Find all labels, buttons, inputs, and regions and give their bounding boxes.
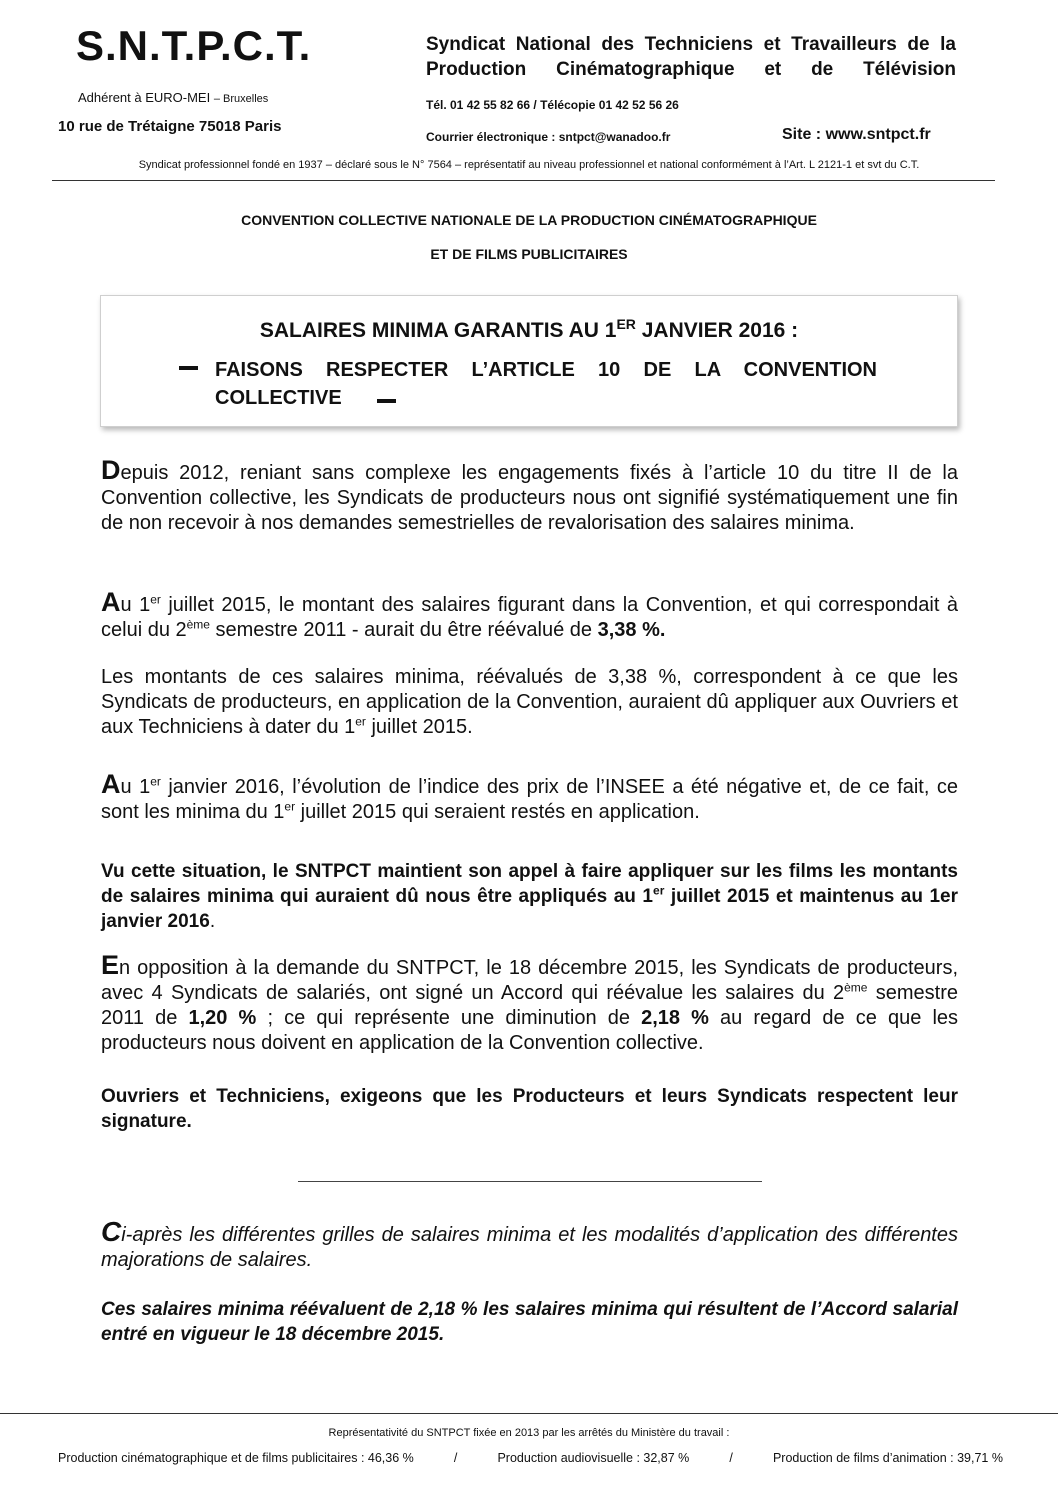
bold-value: 3,38 %. (597, 619, 666, 641)
drop-letter: D (101, 455, 121, 485)
header-divider (52, 180, 995, 181)
document-title-line-2: ET DE FILMS PUBLICITAIRES (430, 246, 628, 262)
paragraph-text: juillet 2015 et maintenus au 1er janvier 2016 (101, 886, 959, 932)
paragraph-7-call: Ouvriers et Techniciens, exigeons que les Producteurs et leurs Syndicats respectent leur signature. (101, 1086, 958, 1132)
superscript: ème (844, 980, 868, 995)
headline-superscript: ER (616, 316, 636, 332)
affiliation-text: Adhérent à EURO-MEI (78, 90, 211, 105)
footer-separator: / (453, 1451, 458, 1465)
drop-letter: A (101, 769, 121, 799)
subheadline-line-1: FAISONS RESPECTER L’ARTICLE 10 DE LA CONVENTION (215, 359, 877, 381)
superscript: er (355, 714, 366, 729)
paragraph-text: n opposition à la demande du SNTPCT, le 18 décembre 2015, les Syndicats de producteurs, avec 4 Syndicats de salariés, ont signé un Accord qui réévalue les salaires du 2 (101, 957, 958, 1004)
superscript: er (150, 592, 161, 607)
paragraph-3 (101, 665, 958, 740)
organization-phone: Tél. 01 42 55 82 66 / Télécopie 01 42 52 56 26 (426, 98, 679, 112)
paragraph-text: Vu cette situation, le SNTPCT maintient son appel à faire appliquer sur les films les montants de salaires minima qui auraient dû nous être appliqués au 1 (101, 861, 958, 907)
headline-text-b: JANVIER 2016 : (635, 319, 799, 342)
footer-representativity: Représentativité du SNTPCT fixée en 2013 par les arrêtés du Ministère du travail : (328, 1427, 730, 1439)
drop-letter: C (101, 1216, 122, 1247)
drop-letter: A (101, 587, 121, 617)
dash-mark-left (179, 366, 198, 370)
paragraph-1 (101, 455, 958, 536)
superscript: ème (186, 617, 210, 632)
paragraph-text: semestre 2011 de (101, 982, 958, 1029)
paragraph-text: i-après les différentes grilles de salaires minima et les modalités d’application des différentes majorations de salaires. (101, 1224, 958, 1271)
footer-separator: / (729, 1451, 733, 1465)
paragraph-text: semestre 2011 - aurait du être réévalué de (209, 619, 598, 641)
subheadline-line-2: COLLECTIVE (215, 387, 342, 409)
paragraph-text: . (209, 911, 216, 932)
paragraph-9: Ces salaires minima réévaluent de 2,18 % les salaires minima qui résultent de l’Accord salarial entré en vigueur le 18 décembre 2015. (101, 1299, 958, 1345)
paragraph-text: u 1 (120, 594, 151, 616)
affiliation-city: – Bruxelles (213, 93, 269, 105)
document-title-line-1: CONVENTION COLLECTIVE NATIONALE DE LA PRODUCTION CINÉMATOGRAPHIQUE (241, 212, 817, 228)
paragraph-text: juillet 2015. (365, 716, 473, 738)
footer-item-animation: Production de films d’animation : 39,71 % (772, 1451, 1003, 1465)
paragraph-text: ; ce qui représente une diminution de (256, 1007, 642, 1029)
superscript: er (653, 883, 665, 898)
organization-full-name: Syndicat National des Techniciens et Travailleurs de la Production Cinématographique et de Télévision (426, 34, 956, 80)
paragraph-6 (101, 950, 959, 1056)
bold-value: 1,20 % (188, 1007, 257, 1029)
organization-legal-notice: Syndicat professionnel fondé en 1937 – déclaré sous le N° 7564 – représentatif au niveau professionnel et national conformément à l’Art. L 2121-1 et svt du C.T. (138, 159, 920, 171)
paragraph-text: epuis 2012, reniant sans complexe les engagements fixés à l’article 10 du titre II de la Convention collective, les Syndicats de producteurs nous ont signifié systématiquement une fin de non recevoir à nos demandes semestrielles de revalorisation des salaires minima. (101, 462, 958, 534)
footer-item-cinema: Production cinématographique et de films publicitaires : 46,36 % (58, 1451, 414, 1465)
footer-figures (58, 1451, 1003, 1465)
bold-value: 2,18 % (641, 1007, 709, 1029)
footer-divider (0, 1413, 1058, 1414)
paragraph-4 (101, 769, 958, 825)
footer-item-audiovisual: Production audiovisuelle : 32,87 % (497, 1451, 690, 1465)
paragraph-text: Les montants de ces salaires minima, réévalués de 3,38 %, correspondent à ce que les Syndicats de producteurs, en application de la Convention, auraient dû appliquer aux Ouvriers et aux Techniciens à dater du 1 (101, 666, 958, 738)
organization-affiliation (78, 90, 268, 105)
organization-acronym: S.N.T.P.C.T. (76, 22, 312, 69)
organization-address: 10 rue de Trétaigne 75018 Paris (58, 118, 282, 135)
section-divider (298, 1181, 762, 1182)
paragraph-text: au regard de ce que les producteurs nous doivent en application de la Convention collective. (101, 1007, 959, 1054)
drop-letter: E (101, 950, 120, 980)
paragraph-8 (101, 1216, 958, 1273)
paragraph-5-appeal (101, 859, 958, 934)
paragraph-text: juillet 2015 qui seraient restés en application. (295, 801, 700, 823)
paragraph-text: u 1 (120, 776, 151, 798)
superscript: er (284, 799, 296, 814)
organization-site: Site : www.sntpct.fr (782, 126, 931, 143)
dash-mark-right (377, 399, 396, 403)
paragraph-2 (101, 587, 959, 643)
headline-text-a: SALAIRES MINIMA GARANTIS AU 1 (259, 319, 617, 342)
organization-email: Courrier électronique : sntpct@wanadoo.fr (426, 130, 671, 144)
paragraph-text: janvier 2016, l’évolution de l’indice des prix de l’INSEE a été négative et, de ce fait, ce sont les minima du 1 (101, 776, 958, 823)
headline-box (100, 295, 958, 427)
superscript: er (150, 774, 161, 789)
headline (101, 316, 957, 343)
paragraph-text: juillet 2015, le montant des salaires figurant dans la Convention, et qui correspondait à celui du 2 (101, 594, 959, 641)
